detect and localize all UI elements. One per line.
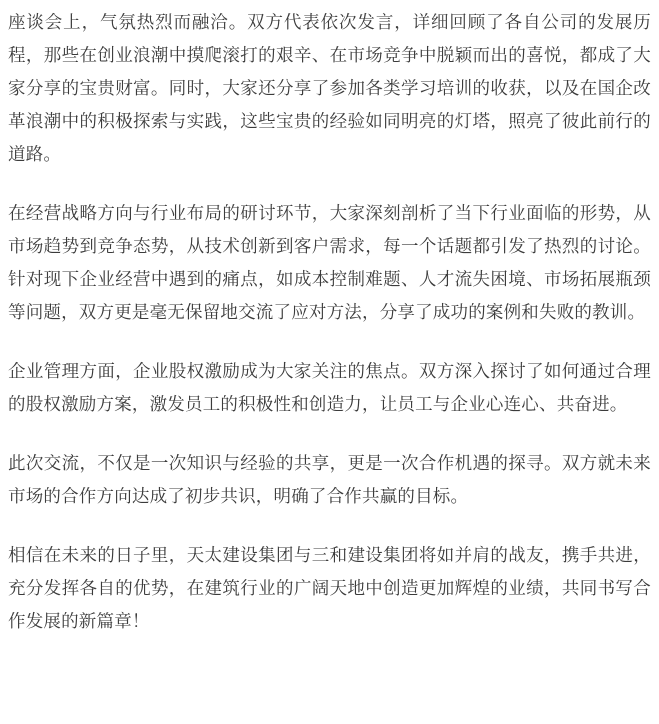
paragraph: 座谈会上，气氛热烈而融洽。双方代表依次发言，详细回顾了各自公司的发展历程，那些在创业浪潮中摸爬滚打的艰辛、在市场竞争中脱颖而出的喜悦，都成了大家分享的宝贵财富。同时，大家还分享了参加各类学习培训的收获，以及在国企改革浪潮中的积极探索与实践，这些宝贵的经验如同明亮的灯塔，照亮了彼此前行的道路。 xyxy=(8,12,651,164)
paragraph: 此次交流，不仅是一次知识与经验的共享，更是一次合作机遇的探寻。双方就未来市场的合作方向达成了初步共识，明确了合作共赢的目标。 xyxy=(8,453,651,506)
paragraph: 相信在未来的日子里，天太建设集团与三和建设集团将如并肩的战友，携手共进，充分发挥各自的优势，在建筑行业的广阔天地中创造更加辉煌的业绩，共同书写合作发展的新篇章！ xyxy=(8,545,651,631)
paragraph: 在经营战略方向与行业布局的研讨环节，大家深刻剖析了当下行业面临的形势，从市场趋势到竞争态势，从技术创新到客户需求，每一个话题都引发了热烈的讨论。针对现下企业经营中遇到的痛点，如成本控制难题、人才流失困境、市场拓展瓶颈等问题，双方更是毫无保留地交流了应对方法，分享了成功的案例和失败的教训。 xyxy=(8,203,651,322)
paragraph: 企业管理方面，企业股权激励成为大家关注的焦点。双方深入探讨了如何通过合理的股权激励方案，激发员工的积极性和创造力，让员工与企业心连心、共奋进。 xyxy=(8,361,651,414)
